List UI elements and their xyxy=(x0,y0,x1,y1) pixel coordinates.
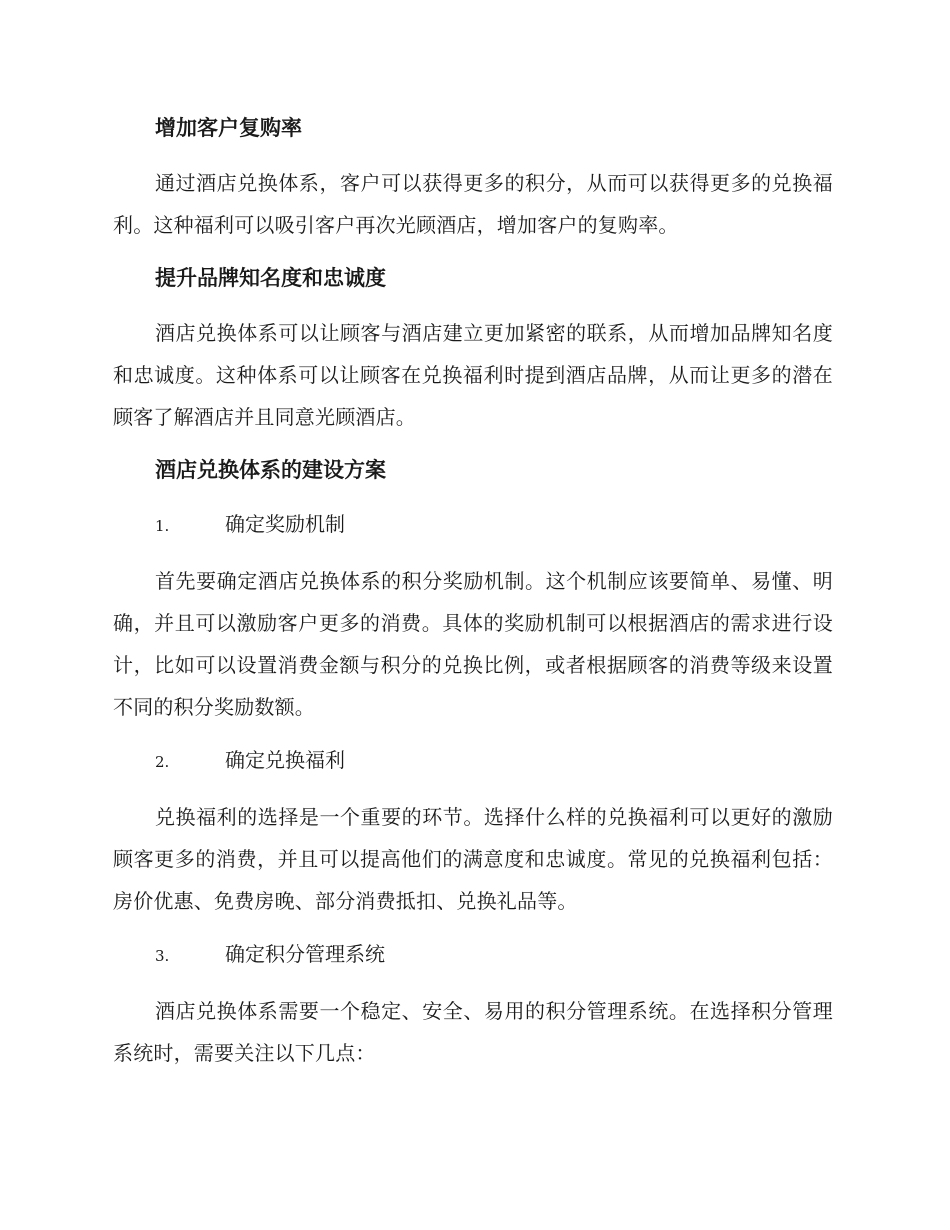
list-number: 1. xyxy=(155,517,170,535)
list-item-title: 确定积分管理系统 xyxy=(225,942,385,966)
list-paragraph-benefits: 兑换福利的选择是一个重要的环节。选择什么样的兑换福利可以更好的激励顾客更多的消费，并且可以提高他们的满意度和忠诚度。常见的兑换福利包括：房价优惠、免费房晚、部分消费抵扣、兑换礼品等。 xyxy=(113,805,833,913)
list-item-title: 确定兑换福利 xyxy=(225,748,345,772)
list-paragraph-points-system: 酒店兑换体系需要一个稳定、安全、易用的积分管理系统。在选择积分管理系统时，需要关注以下几点： xyxy=(113,999,833,1065)
document-body xyxy=(113,108,833,1086)
section-paragraph-repurchase: 通过酒店兑换体系，客户可以获得更多的积分，从而可以获得更多的兑换福利。这种福利可以吸引客户再次光顾酒店，增加客户的复购率。 xyxy=(113,171,833,237)
list-item-points-system xyxy=(113,934,833,976)
section-paragraph-brand: 酒店兑换体系可以让顾客与酒店建立更加紧密的联系，从而增加品牌知名度和忠诚度。这种体系可以让顾客在兑换福利时提到酒店品牌，从而让更多的潜在顾客了解酒店并且同意光顾酒店。 xyxy=(113,321,833,429)
list-paragraph-reward: 首先要确定酒店兑换体系的积分奖励机制。这个机制应该要简单、易懂、明确，并且可以激励客户更多的消费。具体的奖励机制可以根据酒店的需求进行设计，比如可以设置消费金额与积分的兑换比例，或者根据顾客的消费等级来设置不同的积分奖励数额。 xyxy=(113,569,833,719)
list-number: 3. xyxy=(155,947,170,965)
section-heading-plan: 酒店兑换体系的建设方案 xyxy=(155,458,386,482)
list-item-title: 确定奖励机制 xyxy=(225,512,345,536)
section-heading-repurchase: 增加客户复购率 xyxy=(155,116,302,140)
section-heading-brand: 提升品牌知名度和忠诚度 xyxy=(155,266,386,290)
list-number: 2. xyxy=(155,753,170,771)
list-item-benefits xyxy=(113,740,833,782)
list-item-reward xyxy=(113,504,833,546)
